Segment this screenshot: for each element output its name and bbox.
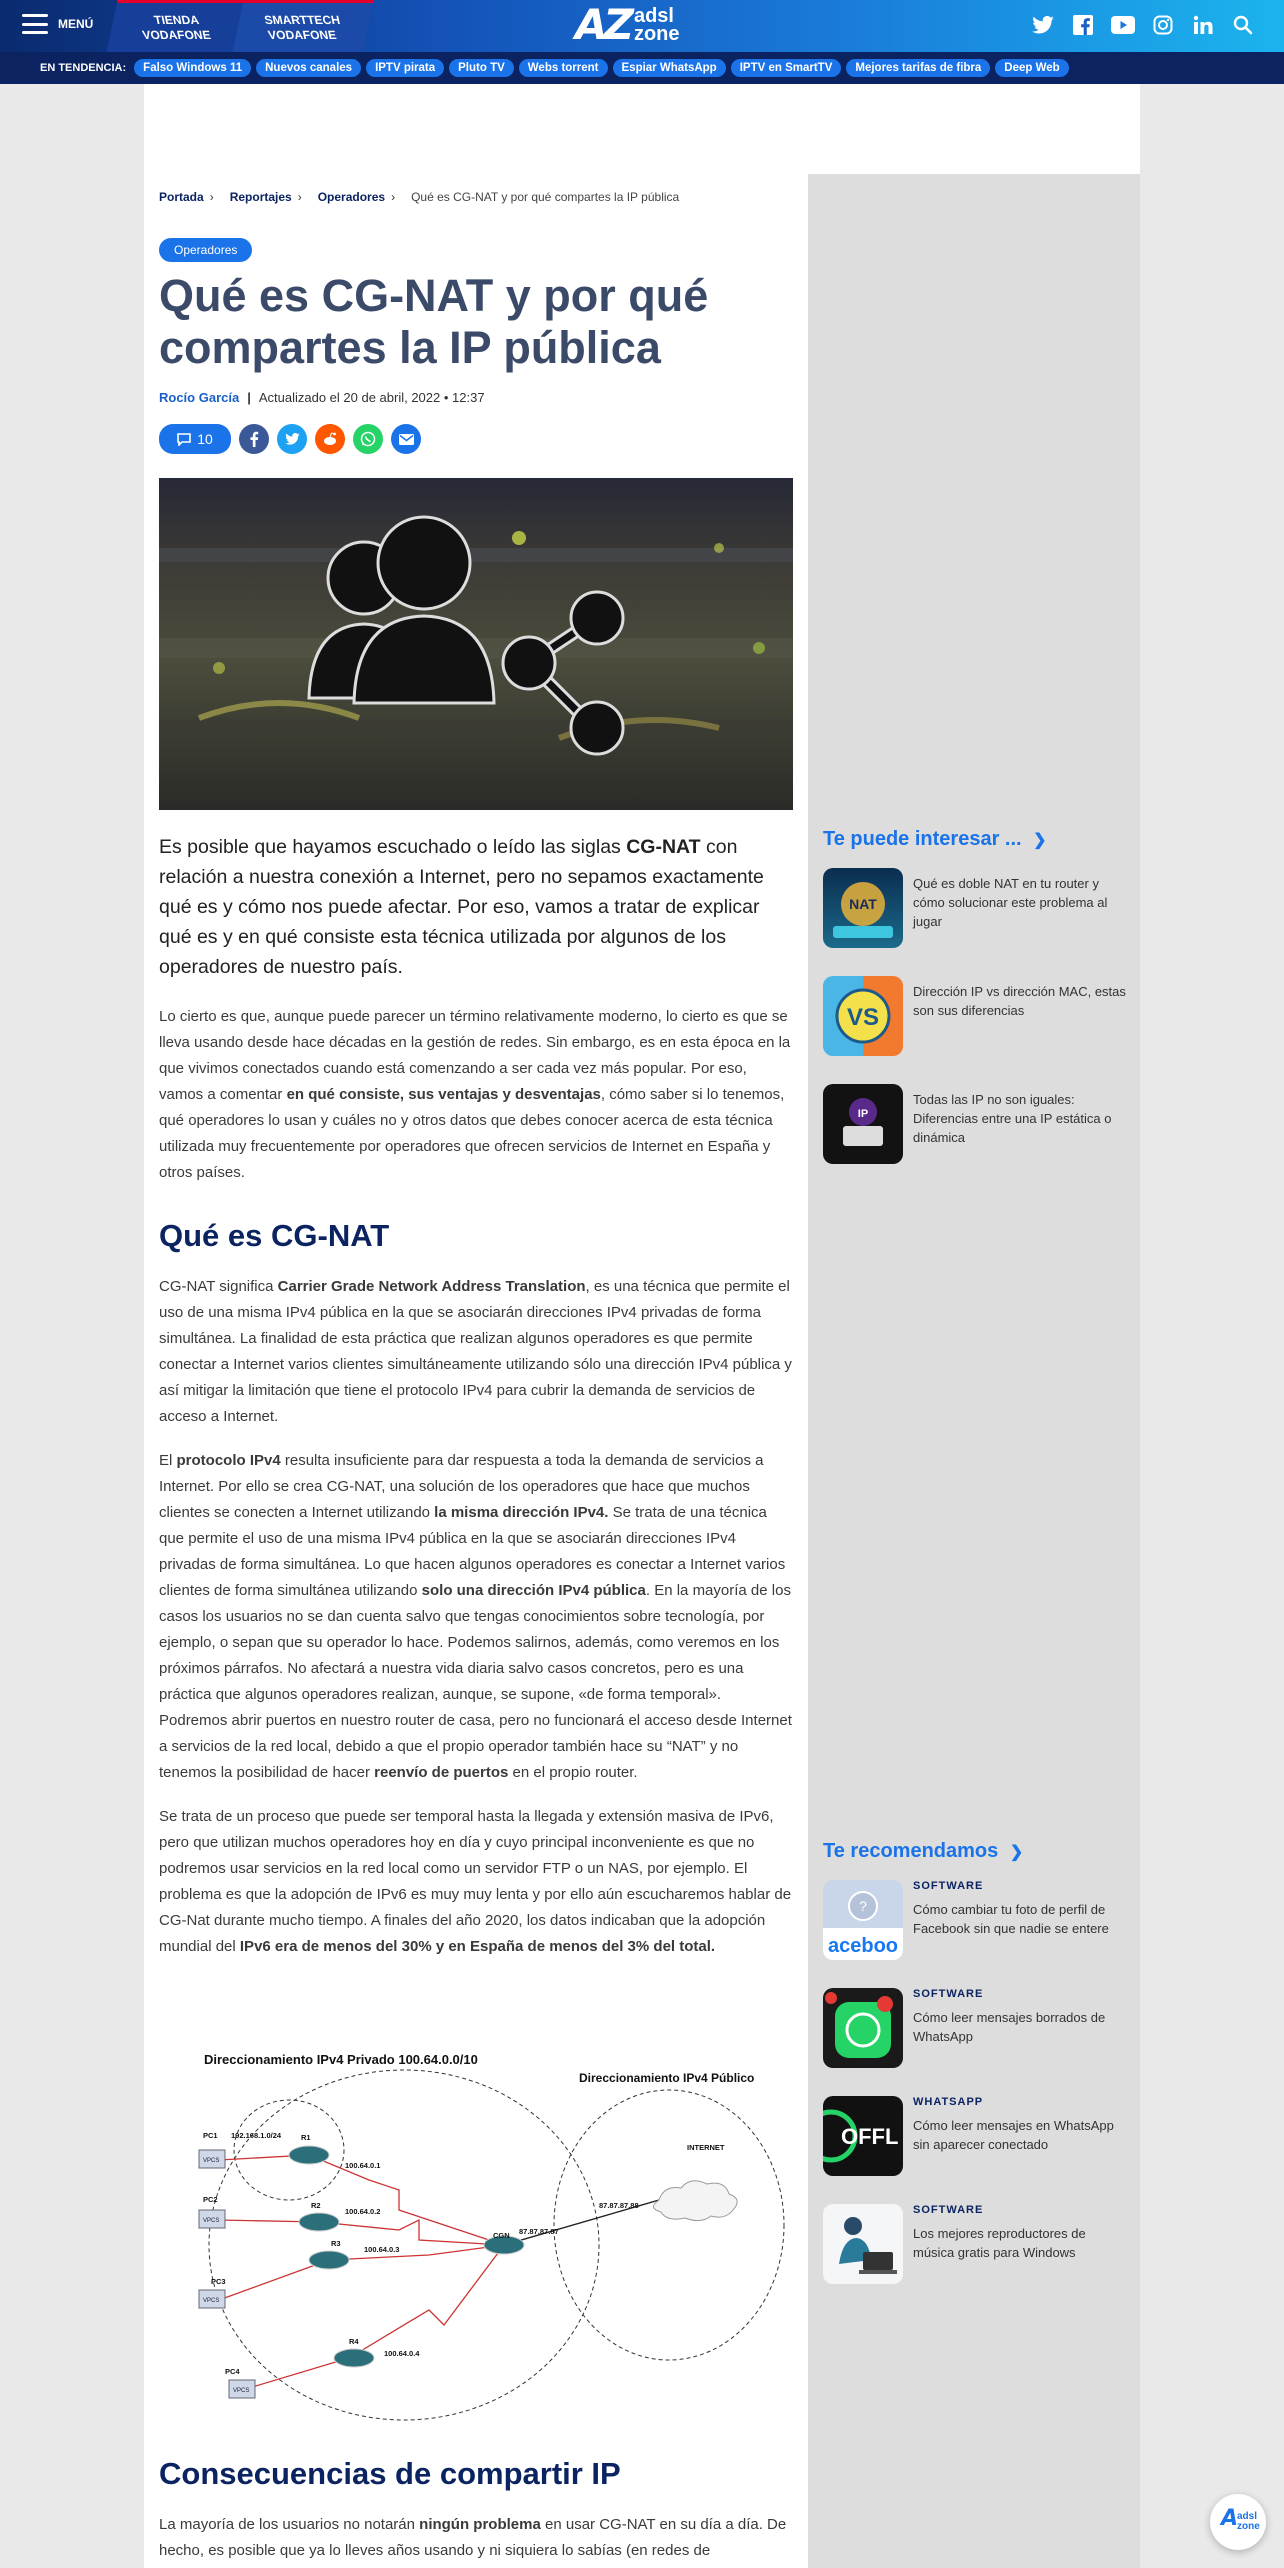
trending-item[interactable]: IPTV en SmartTV [731,59,842,77]
trending-item[interactable]: Deep Web [995,59,1068,77]
trending-item[interactable]: Pluto TV [449,59,514,77]
comments-button[interactable] [159,424,231,454]
recommend-thumb-label: aceboo [827,1935,899,1957]
paragraph-4 [159,1804,793,1960]
breadcrumb-operadores[interactable]: Operadores [317,190,386,204]
p1-text-2: , cómo saber si lo tenemos, qué operadores lo usan y cuáles no y otros datos que debes conocer acerca de esta técnica utilizada muy frecuentemente por operadores que ofrecen servicios de Internet en España y otros países. [159,1086,785,1181]
diagram-r3-ip: 100.64.0.3 [364,2245,400,2254]
comments-count: 10 [197,431,213,447]
promo1-line1: TIENDA [152,12,201,27]
p3-bold-2: la misma dirección IPv4. [434,1504,609,1521]
cgnat-diagram [159,2040,793,2440]
trending-label: EN TENDENCIA: [40,62,127,74]
recommend-heading[interactable] [823,1840,1023,1863]
trending-item[interactable]: Falso Windows 11 [134,59,251,77]
p3-text-1: El [159,1452,177,1469]
chevron-right-icon: › [209,190,214,204]
chevron-right-icon: ❯ [1033,832,1047,849]
trending-item[interactable]: Espiar WhatsApp [613,59,726,77]
p3-bold-4: reenvío de puertos [374,1764,509,1781]
diagram-r4-ip: 100.64.0.4 [384,2349,420,2358]
breadcrumb [159,190,679,204]
trending-item[interactable]: Webs torrent [519,59,608,77]
interest-card[interactable] [823,1084,1133,1166]
tienda-vodafone-link[interactable] [106,0,247,52]
hamburger-icon [22,14,48,34]
sidebar [808,174,1140,2568]
diagram-pc2: PC2 [203,2195,218,2204]
promo1-line2: VODAFONE [141,27,213,42]
promo2-line1: SMARTTECH [263,12,342,27]
interest-thumb-label: VS [846,1004,880,1031]
interest-heading[interactable] [823,828,1047,851]
recommend-card[interactable] [823,2204,1133,2286]
diagram-pc1: PC1 [203,2131,218,2140]
paragraph-5 [159,2512,793,2564]
recommend-thumb [823,1988,903,2068]
byline-separator: | [247,390,251,405]
menu-button[interactable] [22,14,93,34]
p5-text-1: La mayoría de los usuarios no notarán [159,2516,420,2533]
interest-card[interactable] [823,976,1133,1058]
fab-line1: adsl [1237,2511,1258,2522]
interest-thumb-label: IP [857,1108,869,1120]
byline [159,390,485,405]
fab-line2: zone [1237,2521,1260,2532]
paragraph-2 [159,1274,793,1430]
diagram-cgn: CGN [493,2231,510,2240]
p3-text-5: en el propio router. [508,1764,638,1781]
comment-icon [177,433,191,446]
breadcrumb-current: Qué es CG-NAT y por qué compartes la IP pública [411,190,680,204]
category-badge[interactable]: Operadores [159,238,252,262]
facebook-icon[interactable] [1070,12,1096,38]
heading-que-es-cgnat: Qué es CG-NAT [159,1218,390,1253]
share-twitter-button[interactable] [277,424,307,454]
diagram-vpcs: VPCS [203,2158,220,2164]
article-lead [159,832,793,982]
diagram-cgn-ip: 87.87.87.87 [519,2227,559,2236]
p1-bold: en qué consiste, sus ventajas y desventajas [286,1086,601,1103]
recommend-tag: SOFTWARE [913,1988,984,2000]
promo2-line2: VODAFONE [267,27,339,42]
interest-thumb [823,1084,903,1164]
linkedin-icon[interactable] [1190,12,1216,38]
diagram-vpcs: VPCS [203,2298,220,2304]
lead-bold: CG-NAT [626,836,701,858]
diagram-internet: INTERNET [687,2143,725,2152]
lead-text-2: con relación a nuestra conexión a Internet, pero no sepamos exactamente qué es y cómo nos puede afectar. Por eso, vamos a tratar de explicar qué es y en qué consiste esta técnica utilizada por algunos de los operadores de nuestro país. [159,836,764,978]
recommend-card[interactable] [823,1988,1133,2070]
hero-image [159,478,793,810]
interest-thumb [823,868,903,948]
p4-text-1: Se trata de un proceso que puede ser temporal hasta la llegada y extensión masiva de IPv6, pero que utilizan muchos operadores hoy en día y cuyo principal inconveniente es que no podremos usar servicios en la red local como un servidor FTP o un NAS, por ejemplo. El problema es que la adopción de IPv6 es muy muy lenta y por ello aún escucharemos hablar de CG-Nat durante mucho tiempo. A finales del año 2020, los datos indicaban que la adopción mundial del [159,1808,792,1955]
trending-item[interactable]: Nuevos canales [256,59,361,77]
top-navbar [0,0,1284,52]
chevron-right-icon: › [297,190,302,204]
recommend-thumb [823,2204,903,2284]
site-logo[interactable] [575,2,715,48]
p2-bold: Carrier Grade Network Address Translation [277,1278,586,1295]
menu-label: MENÚ [58,17,94,31]
youtube-icon[interactable] [1110,12,1136,38]
recommend-title: Te recomendamos [823,1840,999,1862]
page-title: Qué es CG-NAT y por qué compartes la IP pública [159,270,709,373]
diagram-r1: R1 [301,2133,311,2142]
share-reddit-button[interactable] [315,424,345,454]
share-email-button[interactable] [391,424,421,454]
facebook-icon [249,431,259,447]
share-facebook-button[interactable] [239,424,269,454]
recommend-tag: SOFTWARE [913,2204,984,2216]
p5-text-2: en usar CG-NAT en su día a día. De hecho, es posible que ya lo lleves años usando y ni siquiera lo sabías (en redes de [159,2516,787,2559]
adslzone-logo-icon [1213,2497,1263,2547]
p3-bold-3: solo una dirección IPv4 pública [421,1582,646,1599]
shared-ip-illustration [159,478,793,810]
recommend-card[interactable] [823,2096,1133,2178]
paragraph-3 [159,1448,793,1786]
recommend-text: Cómo cambiar tu foto de perfil de Facebook sin que nadie se entere [913,1902,1109,1936]
diagram-title-private: Direccionamiento IPv4 Privado 100.64.0.0/10 [204,2052,478,2067]
author-link[interactable]: Rocío García [159,390,240,405]
interest-text: Todas las IP no son iguales: Diferencias entre una IP estática o dinámica [913,1092,1112,1145]
recommend-tag: SOFTWARE [913,1880,984,1892]
search-icon[interactable] [1230,12,1256,38]
diagram-pc4: PC4 [225,2367,240,2376]
logo-az: AZ [575,0,630,49]
p3-text-2: resulta insuficiente para dar respuesta a toda la demanda de servicios a Internet. Por ello se crea CG-NAT, una solución de los operadores que hace que muchos clientes se conecten a Internet utilizando [159,1452,764,1521]
p2-text-2: , es una técnica que permite el uso de una misma IPv4 pública en la que se asociarán direcciones IPv4 privadas de forma simultánea. La finalidad de esta práctica que realizan algunos operadores es que permite conectar a Internet varios clientes simultáneamente utilizando sólo una dirección IPv4 pública y así mitigar la limitación que tiene el protocolo IPv4 para cubrir la demanda de servicios de acceso a Internet. [159,1278,792,1425]
diagram-pc1-net: 192.168.1.0/24 [231,2131,282,2140]
diagram-vpcs: VPCS [203,2218,220,2224]
diagram-r1-ip: 100.64.0.1 [345,2161,381,2170]
p3-text-3: Se trata de una técnica que permite el uso de una misma IPv4 pública en la que se asociarán direcciones IPv4 privadas de forma simultánea. Lo que hacen algunos operadores es conectar a Internet varios clientes de forma simultánea utilizando [159,1504,786,1599]
updated-date: Actualizado el 20 de abril, 2022 • 12:37 [258,390,485,405]
diagram-vpcs: VPCS [233,2388,250,2394]
floating-logo-button[interactable] [1210,2494,1266,2550]
share-bar [159,424,421,454]
svg-text:?: ? [859,1898,867,1914]
interest-text: Dirección IP vs dirección MAC, estas son sus diferencias [913,984,1126,1018]
breadcrumb-reportajes[interactable]: Reportajes [229,190,292,204]
logo-adsl: adsl [633,5,674,27]
reddit-icon [322,432,338,446]
diagram-r3: R3 [331,2239,341,2248]
p4-bold: IPv6 era de menos del 30% y en España de menos del 3% del total. [239,1938,716,1955]
paragraph-1 [159,1004,793,1186]
diagram-title-public: Direccionamiento IPv4 Público [579,2071,755,2085]
chevron-right-icon: ❯ [1009,1844,1024,1861]
article-column [144,174,808,2568]
trending-item[interactable]: Mejores tarifas de fibra [846,59,990,77]
social-links [1030,12,1256,38]
recommend-thumb [823,2096,903,2176]
heading-consecuencias: Consecuencias de compartir IP [159,2456,621,2491]
chevron-right-icon: › [391,190,396,204]
lead-text-1: Es posible que hayamos escuchado o leído las siglas [159,836,627,858]
recommend-thumb [823,1880,903,1960]
diagram-pc3: PC3 [211,2277,226,2286]
recommend-tag: WHATSAPP [913,2096,984,2108]
interest-thumb [823,976,903,1056]
p1-text-1: Lo cierto es que, aunque puede parecer un término relativamente moderno, lo cierto es que se lleva usando desde hace décadas en la gestión de redes. Sin embargo, es en esta época en la que vivimos conectados cuando está comenzando a ser cada vez más popular. Por eso, vamos a comentar [159,1008,791,1103]
instagram-icon[interactable] [1150,12,1176,38]
p3-bold-1: protocolo IPv4 [176,1452,281,1469]
breadcrumb-portada[interactable]: Portada [159,190,204,204]
interest-text: Qué es doble NAT en tu router y cómo solucionar este problema al jugar [913,876,1108,929]
recommend-text: Los mejores reproductores de música gratis para Windows [913,2226,1086,2260]
twitter-icon[interactable] [1030,12,1056,38]
ad-banner-top [144,84,1140,174]
diagram-r2-ip: 100.64.0.2 [345,2207,381,2216]
recommend-text: Cómo leer mensajes borrados de WhatsApp [913,2010,1106,2044]
twitter-icon [285,433,300,445]
smarttech-vodafone-link[interactable] [232,0,373,52]
interest-card[interactable] [823,868,1133,950]
interest-thumb-label: NAT [849,896,877,912]
logo-zone: zone [633,23,680,45]
diagram-isp-ip: 87.87.87.88 [599,2201,639,2210]
interest-title: Te puede interesar ... [823,828,1022,850]
share-whatsapp-button[interactable] [353,424,383,454]
whatsapp-icon [360,431,376,447]
diagram-r4: R4 [349,2337,359,2346]
trending-bar [0,52,1284,84]
recommend-text: Cómo leer mensajes en WhatsApp sin aparecer conectado [913,2118,1114,2152]
p3-text-4: . En la mayoría de los casos los usuarios no se dan cuenta salvo que tengas conocimientos sobre tecnología, por ejemplo, o sepan que su operador lo hace. Podemos salirnos, además, como veremos en los próximos párrafos. No afectará a nuestra vida diaria salvo casos concretos, pero es una práctica que algunos operadores realizan, aunque, se supone, «de forma temporal». Podremos abrir puertos en nuestro router de casa, pero no funcionará el acceso desde Internet a servicios de la red local, debido a que el propio operador también hace su “NAT” y no tenemos la posibilidad de hacer [159,1582,792,1781]
p2-text-1: CG-NAT significa [159,1278,278,1295]
p5-bold: ningún problema [419,2516,541,2533]
trending-item[interactable]: IPTV pirata [366,59,444,77]
svg-text:A: A [1221,2506,1239,2531]
mail-icon [399,434,414,445]
recommend-thumb-label: OFFL [841,2124,899,2149]
diagram-r2: R2 [311,2201,321,2210]
recommend-card[interactable] [823,1880,1133,1962]
